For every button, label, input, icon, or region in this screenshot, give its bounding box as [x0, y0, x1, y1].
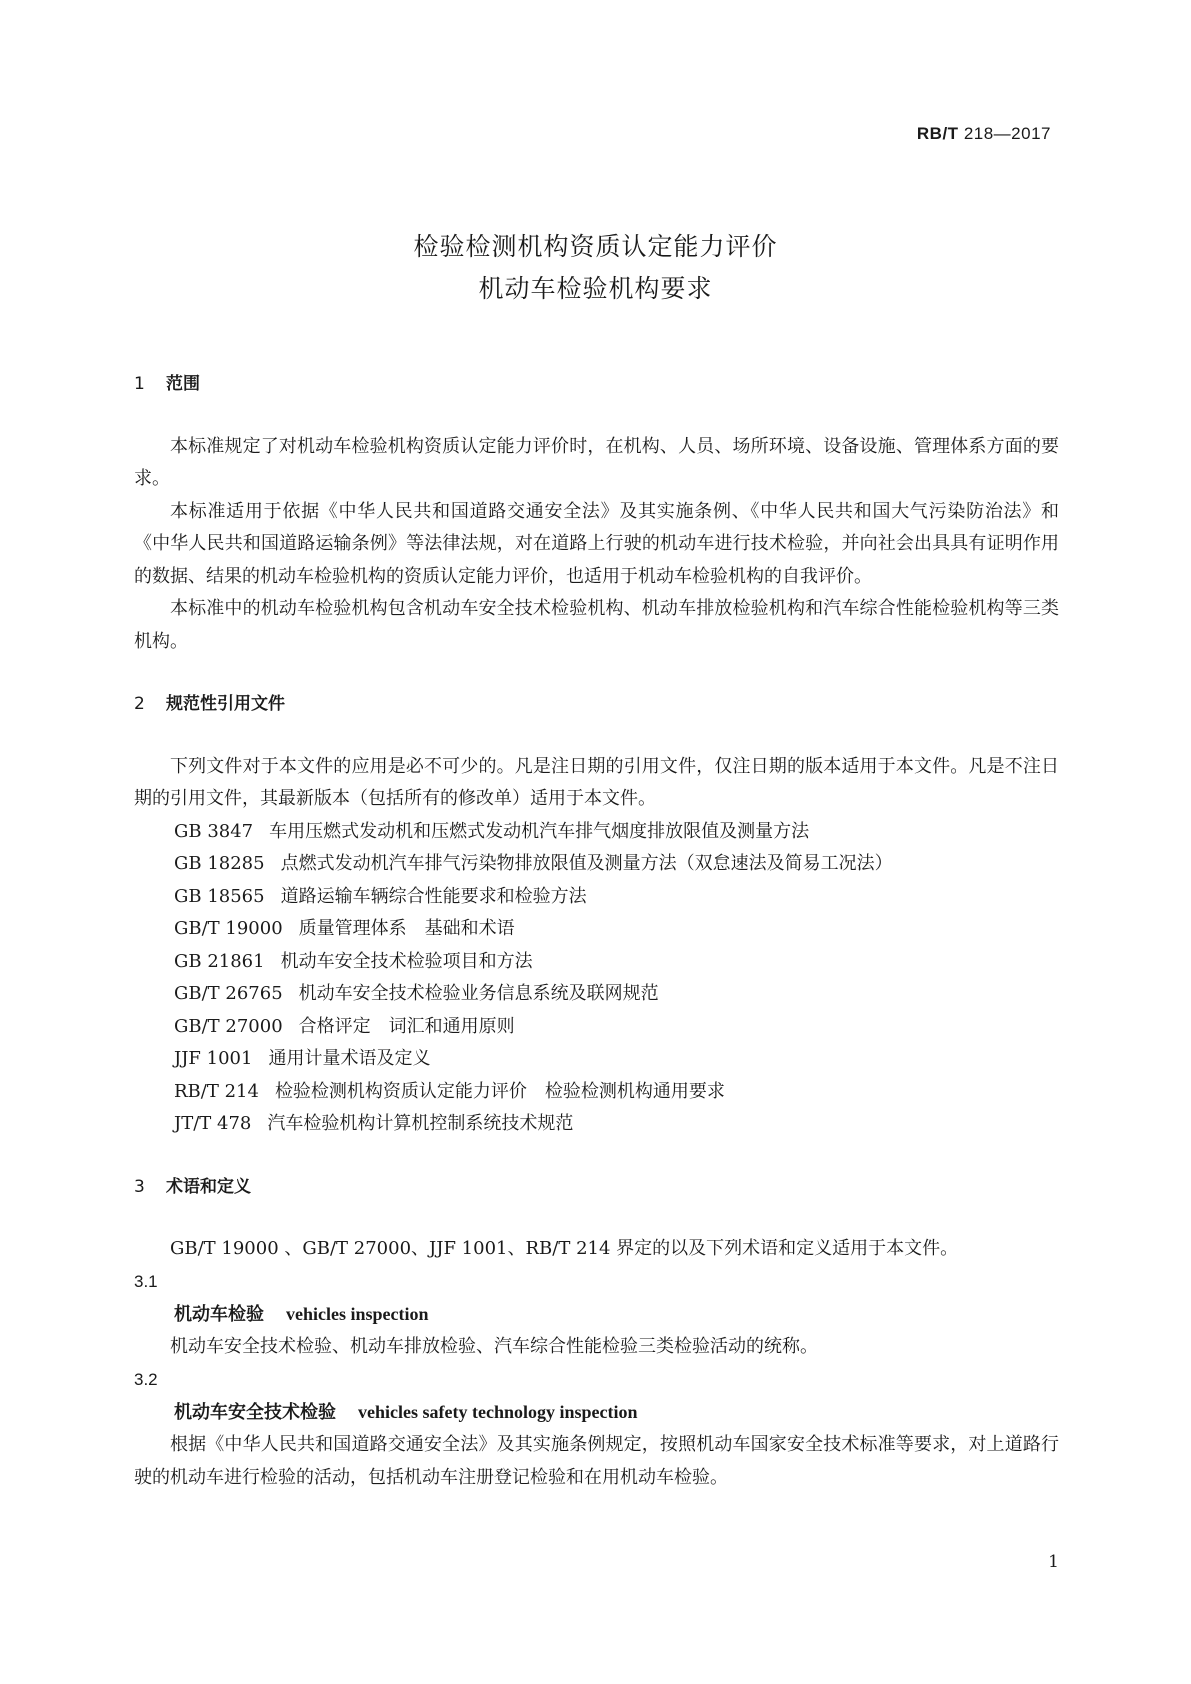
reference-title: 机动车安全技术检验项目和方法: [280, 950, 533, 972]
document-body: [134, 368, 1059, 1524]
reference-code: GB 18565: [174, 885, 265, 907]
document-code-number: 218—2017: [963, 124, 1051, 143]
reference-item: [134, 1011, 1059, 1044]
document-code-prefix: RB/T: [916, 124, 959, 143]
term-number: 3.2: [134, 1369, 158, 1389]
reference-title: 合格评定 词汇和通用原则: [298, 1015, 515, 1037]
reference-code: JJF 1001: [174, 1048, 253, 1069]
reference-item: [134, 1076, 1059, 1109]
reference-item: [134, 913, 1059, 946]
term-title: [134, 1298, 1059, 1332]
reference-code: JT/T 478: [174, 1113, 252, 1134]
term-en: vehicles safety technology inspection: [358, 1401, 638, 1422]
reference-code: GB 18285: [174, 853, 265, 874]
term-en: vehicles inspection: [286, 1303, 429, 1324]
section-heading: [134, 368, 1059, 401]
page-number: 1: [1048, 1552, 1059, 1572]
reference-code: RB/T 214: [174, 1080, 259, 1102]
reference-item: [134, 816, 1059, 849]
reference-item: [134, 848, 1059, 881]
reference-code: GB 21861: [174, 950, 265, 972]
paragraph: 本标准规定了对机动车检验机构资质认定能力评价时，在机构、人员、场所环境、设备设施、管理体系方面的要求。: [134, 435, 1059, 489]
section-heading: [134, 688, 1059, 721]
section-title: 术语和定义: [166, 1176, 251, 1197]
reference-code: GB/T 27000: [174, 1015, 283, 1037]
term-zh: 机动车安全技术检验: [174, 1401, 336, 1423]
section-normative-references: [134, 688, 1059, 1141]
paragraph: 本标准中的机动车检验机构包含机动车安全技术检验机构、机动车排放检验机构和汽车综合性能检验机构等三类机构。: [134, 598, 1059, 652]
title-line-2: 机动车检验机构要求: [478, 274, 713, 303]
reference-code: GB 3847: [174, 820, 254, 842]
section-number: 1: [134, 374, 145, 394]
reference-code: GB/T 26765: [174, 983, 283, 1004]
term-definition: 根据《中华人民共和国道路交通安全法》及其实施条例规定，按照机动车国家安全技术标准等要求，对上道路行驶的机动车进行检验的活动，包括机动车注册登记检验和在用机动车检验。: [134, 1434, 1059, 1488]
reference-title: 汽车检验机构计算机控制系统技术规范: [267, 1113, 574, 1134]
term-definition: 机动车安全技术检验、机动车排放检验、汽车综合性能检验三类检验活动的统称。: [170, 1336, 818, 1357]
section-title: 规范性引用文件: [166, 694, 285, 714]
reference-title: 点燃式发动机汽车排气污染物排放限值及测量方法（双怠速法及简易工况法）: [280, 853, 893, 874]
paragraph: GB/T 19000 、GB/T 27000、JJF 1001、RB/T 214 界定的以及下列术语和定义适用于本文件。: [170, 1238, 959, 1259]
reference-item: [134, 978, 1059, 1011]
reference-title: 检验检测机构资质认定能力评价 检验检测机构通用要求: [274, 1080, 725, 1102]
section-number: 2: [134, 694, 145, 714]
section-terms-definitions: [134, 1171, 1059, 1495]
reference-title: 车用压燃式发动机和压燃式发动机汽车排气烟度排放限值及测量方法: [269, 820, 810, 842]
document-title: [0, 226, 1191, 310]
reference-title: 质量管理体系 基础和术语: [298, 918, 515, 939]
document-code: [917, 124, 1051, 144]
paragraph: 下列文件对于本文件的应用是必不可少的。凡是注日期的引用文件，仅注日期的版本适用于本文件。凡是不注日期的引用文件，其最新版本（包括所有的修改单）适用于本文件。: [134, 755, 1059, 809]
section-scope: [134, 368, 1059, 658]
term-title: [134, 1396, 1059, 1430]
term-zh: 机动车检验: [174, 1303, 264, 1325]
section-number: 3: [134, 1176, 145, 1197]
reference-item: [134, 1108, 1059, 1141]
reference-item: [134, 1043, 1059, 1076]
reference-item: [134, 881, 1059, 914]
paragraph: 本标准适用于依据《中华人民共和国道路交通安全法》及其实施条例、《中华人民共和国大气污染防治法》和《中华人民共和国道路运输条例》等法律法规，对在道路上行驶的机动车进行技术检验，并向社会出具具有证明作用的数据、结果的机动车检验机构的资质认定能力评价，也适用于机动车检验机构的自我评价。: [134, 500, 1059, 587]
reference-title: 道路运输车辆综合性能要求和检验方法: [280, 885, 587, 907]
reference-code: GB/T 19000: [174, 918, 283, 939]
section-heading: [134, 1171, 1059, 1204]
reference-title: 通用计量术语及定义: [268, 1048, 431, 1069]
title-line-1: 检验检测机构资质认定能力评价: [413, 232, 778, 261]
term-number: 3.1: [134, 1271, 158, 1291]
section-title: 范围: [166, 374, 200, 394]
reference-item: [134, 946, 1059, 979]
reference-title: 机动车安全技术检验业务信息系统及联网规范: [298, 983, 659, 1004]
